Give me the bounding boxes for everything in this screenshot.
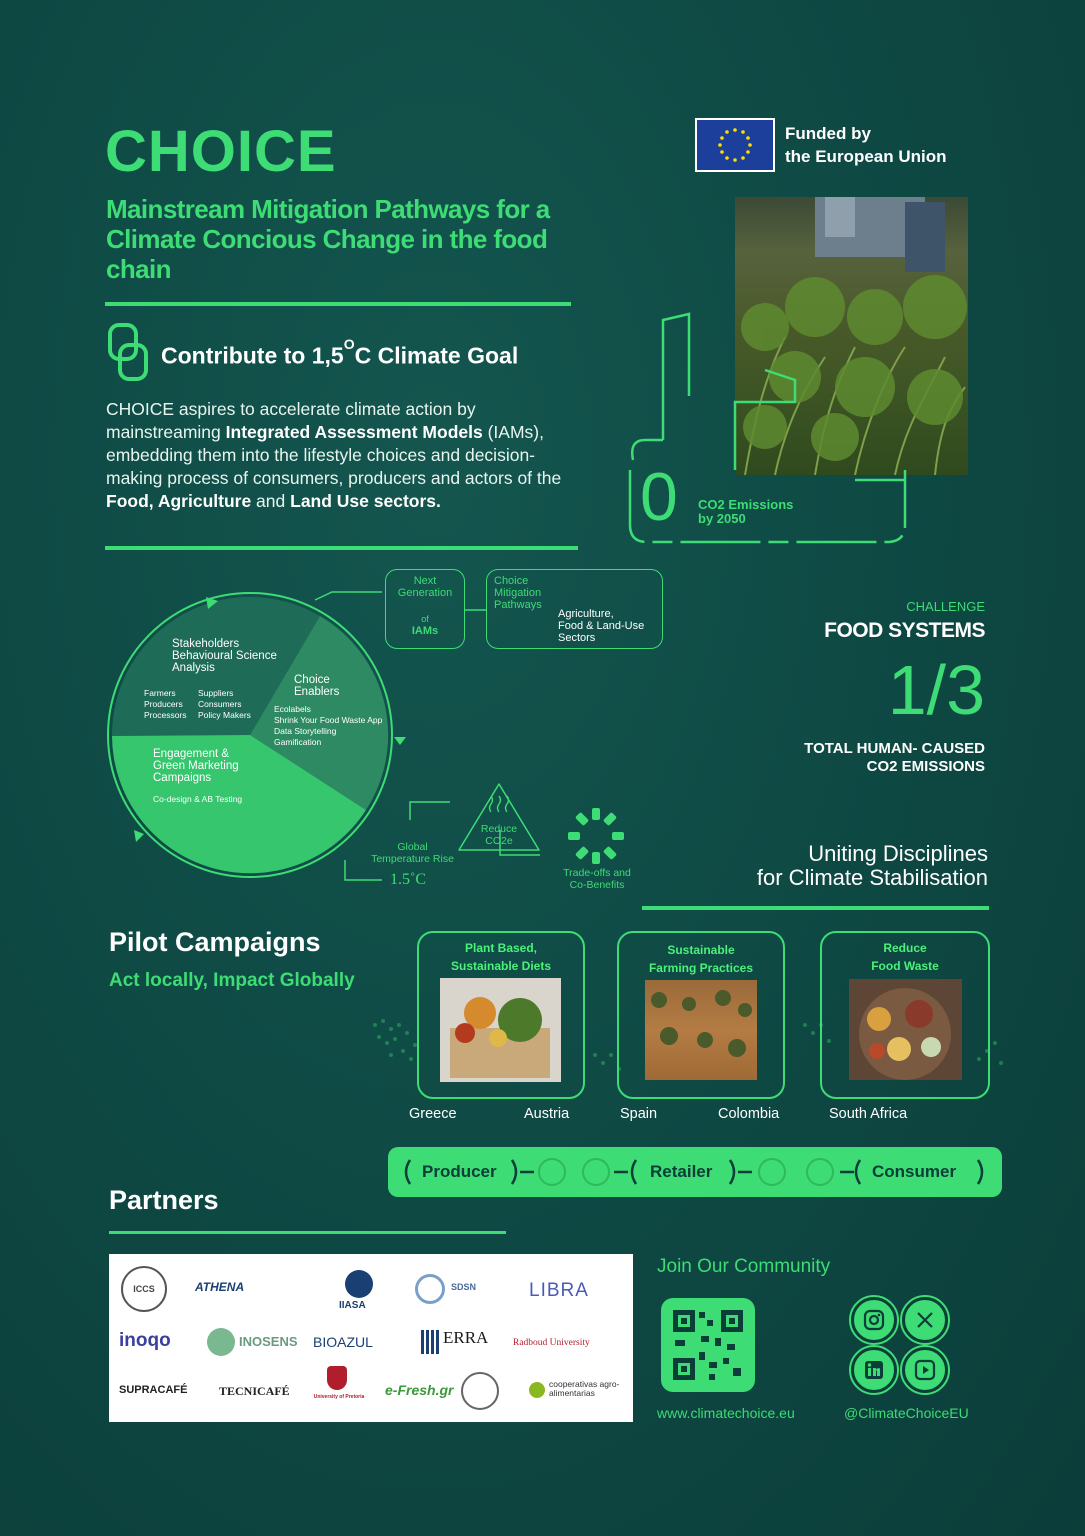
reduce-text — [468, 823, 530, 847]
reduce-line-1: Reduce — [480, 823, 518, 835]
goal-description — [106, 398, 586, 513]
campaign-farming-line-1: Sustainable — [667, 943, 735, 957]
goal-bold-2: Food, Agriculture — [106, 491, 252, 511]
sdsn-ring-icon — [415, 1274, 445, 1304]
logo-iccs: ICCS — [121, 1266, 167, 1312]
campaign-diets-label — [417, 939, 585, 975]
goal-bold-1: Integrated Assessment Models — [225, 422, 483, 442]
logo-bioazul: BIOAZUL — [313, 1334, 373, 1350]
challenge-desc-1: TOTAL HUMAN- CAUSED — [804, 740, 985, 757]
stakeholders-line-3: Analysis — [172, 662, 215, 674]
stakeholders-col-1 — [144, 688, 187, 721]
stake-suppliers: Suppliers — [198, 688, 234, 698]
emission-label-1: CO2 Emissions — [698, 497, 794, 512]
challenge-desc-2: CO2 EMISSIONS — [866, 758, 985, 775]
enablers-line-1: Choice — [294, 674, 330, 686]
next-gen-text — [389, 575, 461, 637]
next-gen-line-3: of — [421, 614, 429, 624]
chain-retailer: Retailer — [650, 1162, 713, 1181]
cooperativas-icon — [529, 1382, 545, 1398]
campaign-waste-line-1: Reduce — [883, 941, 927, 955]
divider-3 — [642, 906, 989, 910]
uniting-disciplines-text — [757, 842, 988, 890]
partners-logo-panel — [109, 1254, 633, 1422]
campaign-diets-line-2: Sustainable Diets — [450, 959, 552, 973]
chain-link-icon — [106, 322, 150, 382]
logo-tecnicafe: TECNICAFÉ — [219, 1384, 290, 1398]
goal-text-2: (IAMs), embedding them into the lifestyle choices and decision-making process of consumers, producers and actors of the — [106, 422, 562, 488]
university-seal-icon — [461, 1372, 499, 1410]
stake-policy-makers: Policy Makers — [198, 710, 251, 720]
divider-1 — [105, 302, 571, 306]
sectors-line-1: Agriculture, — [558, 608, 614, 620]
goal-title-pre: Contribute to 1,5 — [161, 342, 344, 369]
temp-line-1: Global — [397, 841, 428, 853]
engagement-line-2: Green Marketing — [153, 760, 239, 772]
tradeoff-ring-icon — [566, 806, 626, 866]
logo-inoqo: inoqo — [119, 1330, 171, 1351]
youtube-icon[interactable] — [902, 1347, 948, 1393]
country-austria: Austria — [524, 1106, 570, 1122]
mitigation-text — [494, 575, 542, 611]
stakeholders-col-2 — [198, 688, 251, 721]
campaign-farming-line-2: Farming Practices — [648, 961, 754, 975]
country-south-africa: South Africa — [829, 1106, 908, 1122]
main-title: CHOICE — [105, 119, 337, 184]
funding-text — [785, 122, 947, 168]
country-spain: Spain — [620, 1106, 658, 1122]
divider-4 — [109, 1231, 506, 1234]
emission-label-2: by 2050 — [698, 511, 746, 526]
reduce-line-2: CO2e — [485, 835, 513, 847]
logo-athena: ATHENA — [195, 1280, 245, 1294]
goal-title-post: C Climate Goal — [354, 342, 519, 369]
country-greece: Greece — [409, 1106, 457, 1122]
challenge-description — [804, 740, 985, 776]
linkedin-icon[interactable] — [851, 1347, 897, 1393]
pretoria-crest-icon — [327, 1366, 347, 1390]
campaign-waste-label — [820, 939, 990, 975]
join-community-title: Join Our Community — [657, 1256, 831, 1277]
olive-grove-photo — [645, 980, 757, 1080]
x-icon[interactable] — [902, 1297, 948, 1343]
stakeholders-label — [172, 638, 277, 674]
mitigation-line-3: Pathways — [494, 599, 542, 611]
iiasa-globe-icon — [345, 1270, 373, 1298]
goal-title — [161, 336, 519, 370]
enabler-app: Shrink Your Food Waste App — [274, 715, 383, 725]
enabler-ecolabels: Ecolabels — [274, 704, 311, 714]
enabler-storytelling: Data Storytelling — [274, 726, 337, 736]
next-gen-line-2: Generation — [397, 587, 453, 599]
mitigation-line-1: Choice — [494, 575, 529, 587]
engagement-sub: Co-design & AB Testing — [153, 794, 243, 804]
uniting-line-2: for Climate Stabilisation — [756, 865, 988, 890]
next-gen-line-1: Next — [413, 575, 437, 587]
logo-efresh: e-Fresh.gr — [385, 1382, 454, 1398]
goal-bold-3: Land Use sectors. — [290, 491, 441, 511]
challenge-label: CHALLENGE — [906, 599, 985, 614]
vegetable-box-photo — [440, 978, 561, 1082]
emission-label — [698, 498, 793, 526]
logo-cooperativas: cooperativas agro-alimentarias — [549, 1379, 620, 1398]
goal-text-3: and — [251, 491, 291, 511]
logo-supracafe: SUPRACAFÉ — [119, 1384, 188, 1396]
eu-flag-icon — [695, 118, 775, 172]
campaign-waste-line-2: Food Waste — [871, 959, 939, 973]
logo-erra: ERRA — [443, 1328, 489, 1347]
temperature-value: 1.5˚C — [390, 871, 426, 888]
pilot-campaigns-subtitle: Act locally, Impact Globally — [109, 970, 355, 991]
website-link[interactable]: www.climatechoice.eu — [657, 1405, 795, 1421]
partners-title: Partners — [109, 1185, 219, 1215]
logo-iiasa: IIASA — [339, 1300, 366, 1311]
funding-line-2: the European Union — [785, 147, 947, 166]
engagement-label — [153, 748, 239, 784]
emission-zero: 0 — [640, 459, 678, 535]
goal-degree: O — [343, 336, 355, 352]
challenge-fraction: 1/3 — [887, 651, 985, 729]
enabler-gamification: Gamification — [274, 737, 322, 747]
stakeholders-line-1: Stakeholders — [172, 638, 240, 650]
instagram-icon[interactable] — [851, 1297, 897, 1343]
logo-libra: LIBRA — [529, 1280, 589, 1301]
country-colombia: Colombia — [718, 1106, 780, 1122]
qr-code-icon[interactable] — [661, 1298, 755, 1392]
enablers-line-2: Enablers — [294, 686, 340, 698]
inosens-leaf-icon — [207, 1328, 235, 1356]
erra-grid-icon — [421, 1330, 441, 1354]
tradeoff-line-1: Trade-offs and — [563, 867, 631, 879]
funding-line-1: Funded by — [785, 124, 871, 143]
mitigation-line-2: Mitigation — [494, 587, 542, 599]
engagement-line-3: Campaigns — [153, 772, 212, 784]
logo-sdsn: SDSN — [451, 1282, 477, 1292]
engagement-line-1: Engagement & — [153, 748, 230, 760]
campaign-diets-line-1: Plant Based, — [464, 941, 538, 955]
food-waste-photo — [849, 979, 962, 1080]
tradeoff-line-2: Co-Benefits — [569, 879, 625, 891]
divider-2 — [105, 546, 578, 550]
chain-consumer: Consumer — [872, 1162, 957, 1181]
social-handle[interactable]: @ClimateChoiceEU — [844, 1405, 969, 1421]
stake-processors: Processors — [144, 710, 187, 720]
pilot-campaigns-title: Pilot Campaigns — [109, 927, 321, 957]
temp-line-2: Temperature Rise — [371, 853, 454, 865]
sectors-line-3: Sectors — [558, 632, 596, 644]
sectors-text — [558, 608, 644, 644]
sectors-line-2: Food & Land-Use — [558, 620, 645, 632]
campaign-farming-label — [617, 941, 785, 977]
logo-inosens: INOSENS — [239, 1334, 298, 1349]
goal-text-1: CHOICE aspires to accelerate climate action by mainstreaming — [106, 399, 476, 442]
logo-radboud: Radboud University — [513, 1338, 590, 1348]
stakeholders-line-2: Behavioural Science — [172, 650, 277, 662]
main-subtitle: Mainstream Mitigation Pathways for a Climate Concious Change in the food chain — [106, 194, 550, 284]
stake-producers: Producers — [144, 699, 183, 709]
challenge-title: FOOD SYSTEMS — [824, 619, 985, 642]
temperature-text — [365, 841, 460, 865]
uniting-line-1: Uniting Disciplines — [808, 841, 988, 866]
stake-consumers: Consumers — [198, 699, 242, 709]
logo-pretoria: University of Pretoria — [313, 1394, 365, 1400]
tradeoff-text — [556, 867, 638, 891]
next-gen-line-4: IAMs — [411, 625, 439, 637]
chain-producer: Producer — [422, 1162, 497, 1181]
stake-farmers: Farmers — [144, 688, 176, 698]
